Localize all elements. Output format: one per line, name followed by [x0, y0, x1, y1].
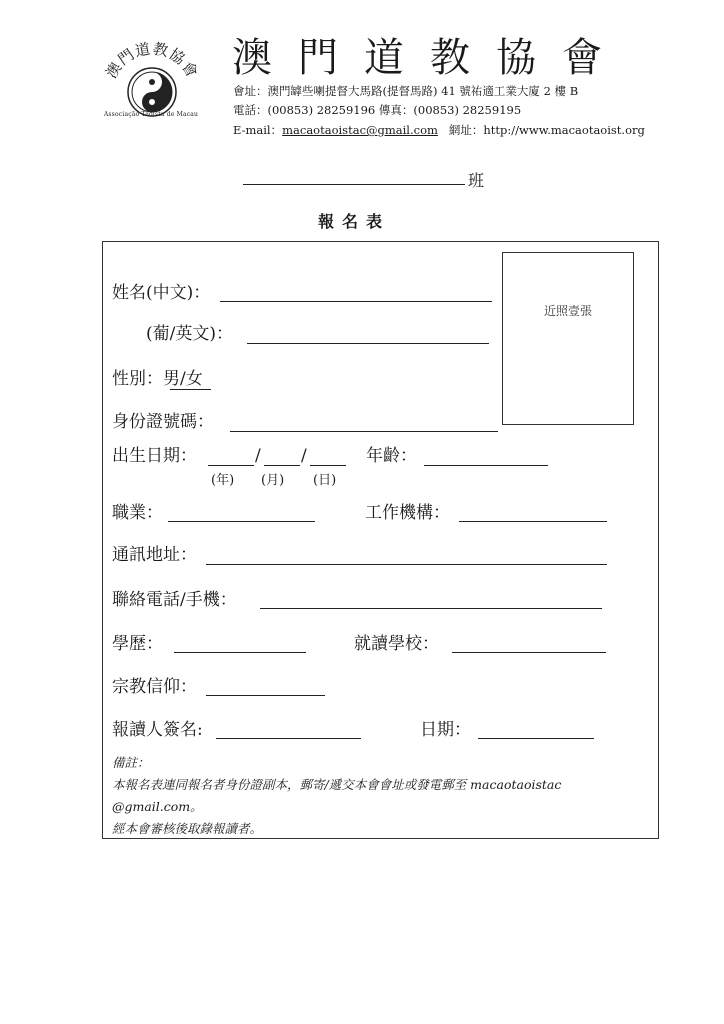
education-label: 學歷：: [112, 634, 163, 654]
birth-date-label: 出生日期：: [112, 446, 197, 466]
id-number-field[interactable]: [230, 431, 498, 432]
religion-field[interactable]: [206, 695, 325, 696]
phone-field[interactable]: [260, 608, 602, 609]
notes-line-3: 經本會審核後取錄報讀者。: [112, 821, 263, 836]
age-label: 年齡：: [366, 446, 417, 466]
name-foreign-label: (葡/英文)：: [146, 324, 233, 344]
date-field[interactable]: [478, 738, 594, 739]
birth-day-hint: (日): [313, 473, 337, 488]
name-foreign-field[interactable]: [247, 343, 489, 344]
yin-yang-icon: [128, 68, 176, 116]
class-name-blank[interactable]: [243, 184, 465, 185]
gender-underline: [170, 389, 211, 390]
birth-year-field[interactable]: [208, 465, 254, 466]
notes-line-1: 本報名表連同報名者身份證副本，郵寄/遞交本會會址或發電郵至 macaotaoistac: [112, 777, 562, 792]
birth-month-field[interactable]: [264, 465, 300, 466]
birth-date-separator: /: [301, 446, 307, 466]
class-suffix: 班: [468, 171, 485, 190]
employer-label: 工作機構：: [365, 503, 450, 523]
form-title: 報名表: [318, 212, 391, 231]
logo-arc-text: 澳門道教協會: [102, 39, 202, 82]
school-label: 就讀學校：: [354, 634, 439, 654]
date-label: 日期：: [420, 720, 471, 740]
address-label: 通訊地址：: [112, 545, 197, 565]
notes-heading: 備註：: [112, 755, 150, 770]
notes-line-2: @gmail.com。: [112, 799, 203, 814]
gender-label: 性別：男/女: [112, 369, 203, 389]
website-text: 網址：http://www.macaotaoist.org: [448, 123, 645, 137]
birth-date-separator: /: [255, 446, 261, 466]
signature-label: 報讀人簽名:: [112, 720, 203, 740]
school-field[interactable]: [452, 652, 606, 653]
religion-label: 宗教信仰：: [112, 677, 197, 697]
logo-caption: Associação Taoista de Macau: [103, 111, 199, 118]
header-address: 會址：澳門罅些喇提督大馬路(提督馬路) 41 號祐適工業大廈 2 樓 B: [233, 84, 579, 98]
age-field[interactable]: [424, 465, 548, 466]
name-chinese-field[interactable]: [220, 301, 492, 302]
occupation-label: 職業：: [112, 503, 163, 523]
id-number-label: 身份證號碼：: [112, 412, 214, 432]
header-phone-fax: 電話：(00853) 28259196 傳真：(00853) 28259195: [233, 103, 522, 117]
header-contact-line: [233, 123, 645, 137]
employer-field[interactable]: [459, 521, 607, 522]
photo-label: 近照壹張: [543, 304, 592, 318]
email-link[interactable]: macaotaoistac@gmail.com: [282, 123, 438, 137]
address-field[interactable]: [206, 564, 607, 565]
organization-name: 澳門道教協會: [232, 35, 628, 81]
name-chinese-label: 姓名(中文)：: [112, 283, 211, 303]
photo-box: [502, 252, 634, 425]
birth-month-hint: (月): [261, 473, 285, 488]
birth-year-hint: (年): [211, 473, 235, 488]
birth-day-field[interactable]: [310, 465, 346, 466]
email-label: E-mail：: [233, 123, 283, 137]
signature-field[interactable]: [216, 738, 361, 739]
occupation-field[interactable]: [168, 521, 315, 522]
phone-label: 聯絡電話/手機：: [112, 590, 237, 610]
education-field[interactable]: [174, 652, 306, 653]
